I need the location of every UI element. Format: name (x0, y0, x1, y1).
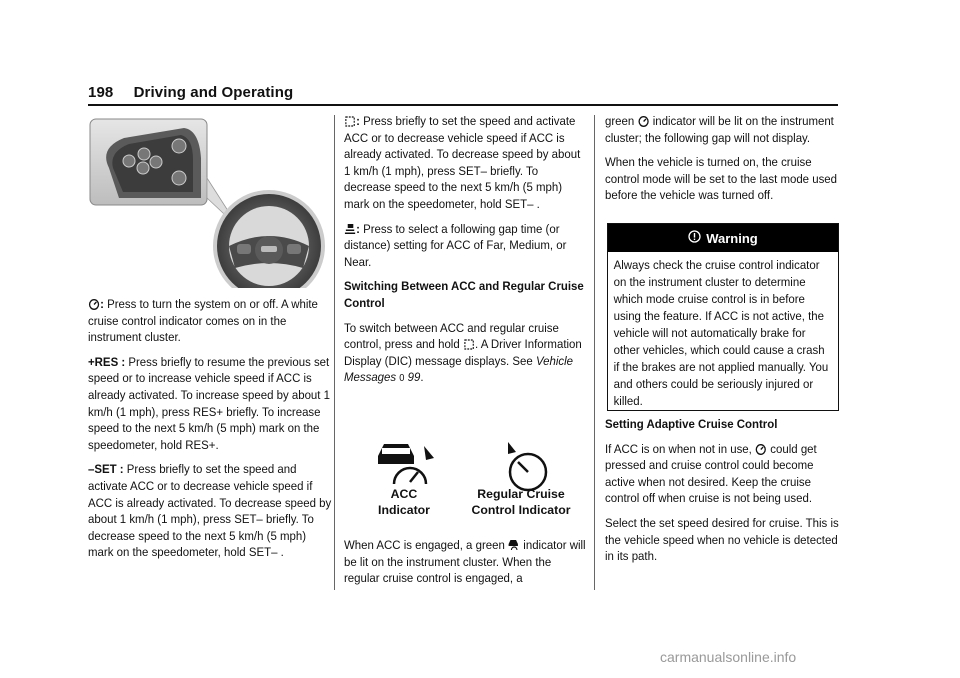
text-gap: Press to select a following gap time (or distance) setting for ACC of Far, Medium, or Near. (344, 221, 567, 269)
acc-indicator-icon (378, 444, 434, 484)
text-not-in-use-b: could get pressed and cruise control could become active when not desired. Keep the cruise control off when cruise is not being used. (605, 441, 817, 506)
text-green-b: indicator will be lit on the instrument cluster; the following gap will not display. (605, 114, 834, 145)
label-res: +RES : (88, 354, 126, 369)
text-switch-end: . (420, 370, 424, 385)
caption-acc-indicator: ACC Indicator (378, 487, 430, 517)
heading-switching (344, 278, 588, 311)
column-1 (88, 296, 334, 569)
cruise-control-icon (637, 115, 649, 127)
label-set: –SET : (88, 462, 124, 477)
set-speed-icon (344, 115, 356, 127)
heading-setting-acc-text: Setting Adaptive Cruise Control (605, 417, 778, 431)
text-set-speed: Select the set speed desired for cruise. This is the vehicle speed when no vehicle is detected in its path. (605, 515, 839, 564)
text-onoff: Press to turn the system on or off. A white cruise control indicator comes on in the instrument cluster. (88, 297, 318, 345)
acc-indicator-icon-inline (508, 539, 520, 551)
header-rule (88, 104, 838, 106)
text-not-in-use-a: If ACC is on when not in use, (605, 441, 752, 456)
steering-wheel-controls-illustration (89, 118, 329, 288)
text-last-mode: When the vehicle is turned on, the cruise control mode will be set to the last mode used before the vehicle was turned off. (605, 155, 838, 203)
paragraph-set (88, 461, 334, 561)
text-green-a: green (605, 114, 635, 128)
paragraph-gap (344, 221, 588, 271)
label-acc-set: : (356, 114, 360, 128)
warning-text: Always check the cruise control indicator on the instrument cluster to determine which mode cruise control is in before using the feature. If ACC is not active, the vehicle will not automatically brake for other vehicles, which could cause a crash if the brakes are not applied manually. You and others could be seriously injured or killed. (613, 258, 829, 408)
paragraph-last-mode (605, 154, 845, 204)
cruise-control-icon (88, 298, 100, 310)
cruise-control-icon (755, 443, 767, 455)
text-switch-b: . A Driver Information Display (DIC) message displays. See (344, 337, 582, 368)
warning-header (608, 224, 838, 252)
warning-icon (688, 230, 701, 246)
paragraph-acc-not-in-use (605, 441, 845, 507)
link-vehicle-messages[interactable]: Vehicle Messages (344, 353, 574, 385)
paragraph-set-speed (605, 515, 845, 565)
paragraph-cruise-onoff (88, 296, 334, 346)
warning-box (607, 223, 839, 411)
page-number: 198 (88, 84, 114, 101)
gap-setting-icon (344, 223, 356, 235)
heading-switching-text: Switching Between ACC and Regular Cruise Control (344, 279, 584, 310)
text-engaged-a: When ACC is engaged, a green (344, 538, 505, 552)
column-3-lower (605, 416, 845, 573)
text-engaged-b: indicator will be lit on the instrument cluster. When the regular cruise control is engaged, a (344, 538, 586, 586)
column-2 (344, 113, 588, 396)
label-gap: : (356, 221, 360, 236)
page-ref-arrow: 0 (399, 373, 405, 385)
text-acc-set: Press briefly to set the speed and activate ACC or to decrease vehicle speed if ACC is already activated. To decrease speed by about 1 km/h (1 mph), press SET– briefly. To decrease speed to the next 5 km/h (5 mph) mark on the speedometer, hold SET– . (344, 114, 581, 211)
page-header (88, 84, 293, 101)
section-title: Driving and Operating (133, 84, 294, 101)
paragraph-switch (344, 320, 588, 388)
watermark: carmanualsonline.info (660, 649, 797, 665)
regular-cruise-indicator-icon (508, 442, 546, 490)
text-set: Press briefly to set the speed and activate ACC or to decrease vehicle speed if ACC is already activated. To decrease speed by about 1 km/h (1 mph), press SET– briefly. To decrease speed to the next 5 km/h (5 mph) mark on the speedometer, hold SET– . (88, 462, 332, 560)
page-ref-number[interactable]: 99 (407, 370, 421, 385)
heading-setting-acc (605, 416, 845, 433)
set-speed-icon (463, 338, 475, 350)
caption-regular-cruise-indicator: Regular Cruise Control Indicator (471, 487, 571, 517)
paragraph-acc-set (344, 113, 588, 213)
paragraph-res (88, 354, 334, 454)
paragraph-green-indicator (605, 113, 845, 146)
column-2-lower (344, 537, 588, 595)
column-divider-1 (334, 115, 335, 590)
column-3 (605, 113, 845, 212)
paragraph-acc-engaged (344, 537, 588, 587)
warning-title: Warning (706, 230, 758, 246)
label-onoff: : (100, 297, 104, 311)
text-switch-a: To switch between ACC and regular cruise control, press and hold (344, 320, 559, 352)
text-res: Press briefly to resume the previous set speed or to increase vehicle speed if ACC is already activated. To increase speed by about 1 km/h (1 mph), press RES+ briefly. To increase speed to the next 5 km/h (5 mph) mark on the speedometer, hold RES+. (88, 354, 331, 452)
